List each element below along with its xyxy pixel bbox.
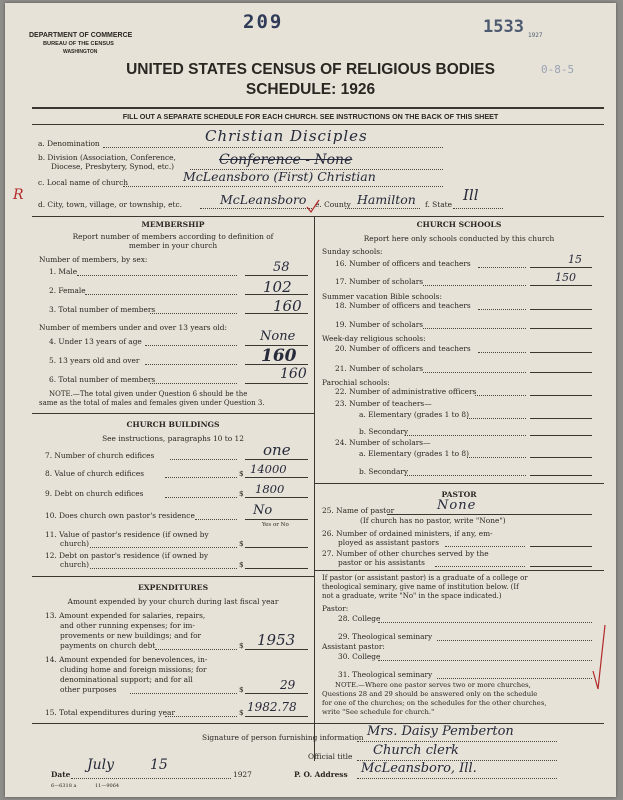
date-line (71, 778, 231, 779)
bureau-name: BUREAU OF THE CENSUS (43, 41, 114, 47)
q25-label: 25. Name of pastor (322, 506, 395, 515)
footer-top-rule (32, 723, 604, 724)
schools-bottom-rule (314, 483, 604, 484)
q11-line (245, 547, 308, 548)
stamp-serial: 209 (243, 11, 284, 33)
membership-note-2: same as the total of males and females given under Question 3. (39, 399, 265, 407)
q29-line (437, 640, 592, 641)
assistant-sub-label: Assistant pastor: (322, 642, 385, 651)
q15-label: 15. Total expenditures during year (45, 708, 175, 717)
membership-intro: Report number of members according to definition of (72, 232, 274, 241)
q23a-label: a. Elementary (grades 1 to 8) (359, 410, 470, 419)
q22-line (530, 395, 592, 396)
q9-line (245, 497, 308, 498)
q20-line (530, 352, 592, 353)
q19-line (530, 328, 592, 329)
q1-leader (77, 275, 237, 276)
pastor-mid-rule (314, 570, 604, 571)
q13-label-3: provements or new buildings; and for (60, 631, 202, 640)
q13-label: 13. Amount expended for salaries, repairs, (45, 611, 206, 620)
stamp-number: 1533 (483, 17, 524, 37)
q10-value: No (253, 503, 273, 518)
q7-leader (170, 459, 237, 460)
expenditures-heading: EXPENDITURES (137, 583, 209, 592)
membership-note: NOTE.—The total given under Question 6 should be the (49, 390, 248, 398)
q9-value: 1800 (255, 482, 285, 496)
q6-leader (150, 383, 237, 384)
division-value: Conference - None (219, 152, 353, 168)
expenditures-intro: Amount expended by your church during last fiscal year (67, 597, 279, 606)
official-title-value: Church clerk (373, 743, 459, 758)
q12-label-2: church) (60, 560, 89, 569)
official-title-label: Official title (308, 752, 353, 761)
q13-leader (155, 649, 237, 650)
q22-leader (475, 395, 526, 396)
q14-line (245, 693, 308, 694)
signature-line (357, 741, 557, 742)
buildings-bottom-rule (32, 576, 314, 577)
q27-label-2: pastor or his assistants (338, 558, 425, 567)
q14-dollar: $ (239, 685, 244, 694)
schools-intro: Report here only schools conducted by this church (363, 234, 555, 243)
church-name-value: McLeansboro (First) Christian (183, 169, 376, 184)
q11-dollar: $ (239, 539, 244, 548)
q14-label-2: cluding home and foreign missions; for (60, 665, 207, 674)
q24b-label: b. Secondary (359, 467, 409, 476)
q14-label: 14. Amount expended for benevolences, in- (45, 655, 208, 664)
margin-check-mark: R (13, 187, 24, 203)
q25-line (387, 514, 592, 515)
q17-value: 150 (555, 271, 576, 284)
q23b-leader (405, 435, 526, 436)
q13-label-2: and other running expenses; for im- (60, 621, 195, 630)
pastor-sub-label: Pastor: (322, 604, 349, 613)
check-mark-icon (305, 199, 321, 215)
form-title: UNITED STATES CENSUS OF RELIGIOUS BODIES (126, 61, 495, 78)
q13-value: 1953 (257, 631, 296, 649)
q24a-label: a. Elementary (grades 1 to 8) (359, 449, 470, 458)
by-sex-label: Number of members, by sex: (39, 255, 148, 264)
q13-label-4: payments on church debt (60, 641, 156, 650)
header-rule-2 (32, 124, 604, 125)
q10-hint: Yes or No (262, 522, 289, 528)
q4-label: 4. Under 13 years of age (49, 337, 142, 346)
q20-leader (478, 352, 526, 353)
q7-line (245, 459, 308, 460)
denomination-label: a. Denomination (38, 139, 100, 148)
q13-dollar: $ (239, 641, 244, 650)
q15-line (245, 716, 308, 717)
q9-leader (165, 497, 237, 498)
q19-leader (423, 328, 526, 329)
parochial-schools-label: Parochial schools: (322, 378, 390, 387)
county-line (345, 208, 420, 209)
q15-dollar: $ (239, 708, 244, 717)
city-line (200, 208, 312, 209)
q3-leader (150, 313, 237, 314)
q23b-line (530, 435, 592, 436)
q21-label: 21. Number of scholars (335, 364, 424, 373)
q19-label: 19. Number of scholars (335, 320, 424, 329)
city-value: McLeansboro (220, 192, 307, 207)
church-name-label: c. Local name of church (38, 178, 128, 187)
q4-value: None (260, 329, 296, 344)
column-divider (314, 217, 315, 761)
q15-value: 1982.78 (247, 700, 297, 714)
q24b-line (530, 475, 592, 476)
q6-value: 160 (280, 366, 307, 382)
q18-line (530, 309, 592, 310)
city-label: d. City, town, village, or township, etc. (38, 200, 183, 209)
q8-label: 8. Value of church edifices (45, 469, 144, 478)
q6-line (245, 383, 308, 384)
instructions-line: FILL OUT A SEPARATE SCHEDULE FOR EACH CHURCH. SEE INSTRUCTIONS ON THE BACK OF THIS SHEET (122, 112, 499, 121)
graduate-note-3: not a graduate, write "No" in the space indicated.) (322, 592, 502, 600)
q4-leader (145, 345, 237, 346)
bureau-city: WASHINGTON (63, 49, 98, 55)
q13-line (245, 649, 308, 650)
sunday-schools-label: Sunday schools: (322, 247, 383, 256)
weekday-schools-label: Week-day religious schools: (322, 334, 426, 343)
membership-bottom-rule (32, 413, 314, 414)
q18-label: 18. Number of officers and teachers (335, 301, 471, 310)
buildings-heading: CHURCH BUILDINGS (126, 420, 220, 429)
county-value: Hamilton (357, 192, 416, 207)
division-label: b. Division (Association, Conference, (38, 153, 176, 162)
q24a-leader (467, 457, 526, 458)
q5-label: 5. 13 years old and over (49, 356, 140, 365)
q22-label: 22. Number of administrative officers (335, 387, 477, 396)
q26-line (530, 546, 592, 547)
form-code-2: 11—9064 (95, 783, 120, 789)
stamp-corner: 0-8-5 (541, 63, 575, 76)
pastor-note: NOTE.—Where one pastor serves two or more churches, (335, 681, 531, 689)
q21-leader (423, 372, 526, 373)
q15-leader (165, 716, 237, 717)
q17-label: 17. Number of scholars (335, 277, 424, 286)
age-intro: Number of members under and over 13 years old: (39, 323, 227, 332)
q7-value: one (263, 441, 291, 459)
q24-label: 24. Number of scholars— (335, 438, 431, 447)
q23-label: 23. Number of teachers— (335, 399, 432, 408)
q16-line (530, 267, 592, 268)
address-value: McLeansboro, Ill. (361, 761, 477, 776)
q12-dollar: $ (239, 560, 244, 569)
q28-line (378, 622, 592, 623)
q7-label: 7. Number of church edifices (45, 451, 155, 460)
pastor-heading: PASTOR (441, 490, 477, 499)
q20-label: 20. Number of officers and teachers (335, 344, 471, 353)
q23b-label: b. Secondary (359, 427, 409, 436)
q24a-line (530, 457, 592, 458)
denomination-line (103, 147, 443, 148)
q6-label: 6. Total number of members (49, 375, 156, 384)
q28-label: 28. College (338, 614, 381, 623)
q17-line (530, 285, 592, 286)
q8-leader (165, 477, 237, 478)
q24b-leader (405, 475, 526, 476)
q23a-line (530, 418, 592, 419)
pastor-note-4: write "See schedule for church." (322, 708, 435, 716)
address-label: P. O. Address (294, 770, 348, 779)
q8-value: 14000 (250, 462, 287, 476)
q18-leader (478, 309, 526, 310)
graduate-note-2: theological seminary, give name of institution below. (If (322, 583, 519, 591)
q10-leader (195, 519, 237, 520)
graduate-note: If pastor (or assistant pastor) is a graduate of a college or (322, 574, 528, 582)
q14-value: 29 (280, 678, 296, 692)
stamp-year: 1927 (528, 32, 543, 39)
q12-leader (90, 568, 237, 569)
q1-line (245, 275, 308, 276)
date-month: July (87, 757, 115, 773)
q9-label: 9. Debt on church edifices (45, 489, 144, 498)
q3-label: 3. Total number of members (49, 305, 156, 314)
q31-line (437, 678, 592, 679)
q21-line (530, 372, 592, 373)
q23a-leader (467, 418, 526, 419)
q30-line (378, 660, 592, 661)
pastor-note-2: Questions 28 and 29 should be answered only on the schedule (322, 690, 538, 698)
header-rule (32, 107, 604, 109)
division-label-2: Diocese, Presbytery, Synod, etc.) (51, 162, 175, 171)
membership-heading: MEMBERSHIP (141, 220, 205, 229)
q11-label: 11. Value of pastor's residence (if owned by (45, 530, 209, 539)
q5-leader (145, 364, 237, 365)
signature-value: Mrs. Daisy Pemberton (367, 724, 514, 739)
state-value: Ill (463, 186, 479, 204)
q11-label-2: church) (60, 539, 89, 548)
q26-leader (445, 546, 525, 547)
q5-value: 160 (261, 346, 297, 366)
q10-label: 10. Does church own pastor's residence (45, 511, 195, 520)
q3-value: 160 (273, 297, 302, 315)
q9-dollar: $ (239, 489, 244, 498)
county-label: e. County (315, 200, 351, 209)
census-schedule-page (5, 3, 616, 797)
q26-label-2: ployed as assistant pastors (338, 538, 440, 547)
q25-note: (If church has no pastor, write "None") (360, 516, 506, 525)
pastor-note-3: for one of the churches; on the schedules for the other churches, (322, 699, 547, 707)
q27-line (530, 566, 592, 567)
q2-label: 2. Female (49, 286, 86, 295)
q8-dollar: $ (239, 469, 244, 478)
q26-label: 26. Number of ordained ministers, if any, em- (322, 529, 493, 538)
q16-value: 15 (568, 253, 582, 266)
q12-line (245, 568, 308, 569)
q2-value: 102 (263, 278, 292, 296)
schools-heading: CHURCH SCHOOLS (416, 220, 502, 229)
q12-label: 12. Debt on pastor's residence (if owned by (45, 551, 209, 560)
q8-line (245, 477, 308, 478)
address-line (357, 778, 557, 779)
check-mark-icon-large (591, 623, 607, 693)
denomination-value: Christian Disciples (205, 127, 368, 145)
q14-label-4: other purposes (60, 685, 117, 694)
ident-bottom-rule (32, 216, 604, 217)
q29-label: 29. Theological seminary (338, 632, 433, 641)
q16-leader (478, 267, 526, 268)
form-code: 6—6318 a (51, 783, 77, 789)
q17-leader (423, 285, 526, 286)
date-label: Date (51, 770, 71, 779)
q30-label: 30. College (338, 652, 381, 661)
signature-label: Signature of person furnishing information (202, 733, 364, 742)
q2-leader (85, 294, 237, 295)
q27-leader (435, 566, 525, 567)
church-name-line (123, 186, 443, 187)
q14-label-3: denominational support; and for all (60, 675, 193, 684)
date-year: 1927 (233, 770, 252, 779)
q27-label: 27. Number of other churches served by the (322, 549, 489, 558)
q10-line (245, 519, 308, 520)
q11-leader (90, 547, 237, 548)
q25-value: None (437, 498, 477, 513)
date-day: 15 (150, 757, 168, 773)
summer-schools-label: Summer vacation Bible schools: (322, 292, 442, 301)
buildings-intro: See instructions, paragraphs 10 to 12 (102, 434, 244, 443)
dept-name: DEPARTMENT OF COMMERCE (29, 32, 133, 39)
q31-label: 31. Theological seminary (338, 670, 433, 679)
form-subtitle: SCHEDULE: 1926 (245, 81, 376, 98)
q1-value: 58 (273, 260, 290, 275)
membership-intro-2: member in your church (128, 241, 218, 250)
q1-label: 1. Male (49, 267, 78, 276)
state-line (453, 208, 503, 209)
q16-label: 16. Number of officers and teachers (335, 259, 471, 268)
state-label: f. State (425, 200, 452, 209)
q14-leader (130, 693, 237, 694)
